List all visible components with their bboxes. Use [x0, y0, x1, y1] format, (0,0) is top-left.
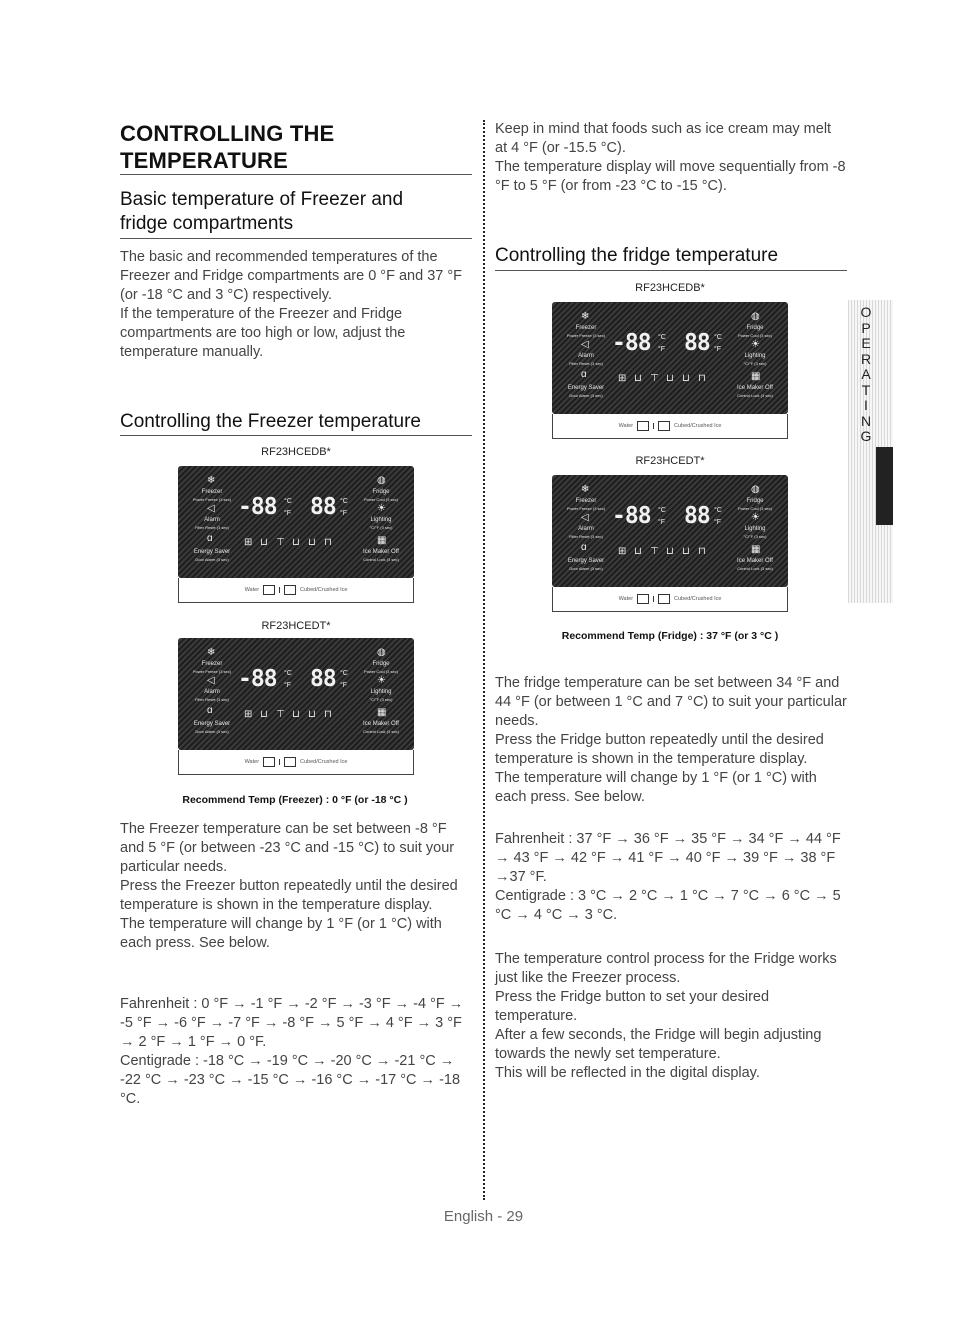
freezer-heading-text: Controlling the Freezer temperature [120, 411, 421, 432]
page-title [120, 120, 472, 174]
title-rule [120, 174, 472, 175]
fridge-paragraph: The temperature will change by 1 °F (or 1 °C) with each press. See below. [495, 770, 817, 805]
speaker-icon: ◁ [207, 675, 215, 686]
light-icon: ☀ [377, 503, 386, 514]
basic-temperature-heading-text: Basic temperature of Freezer and fridge compartments [120, 189, 404, 234]
ice-maker-icon: ▦ [377, 535, 387, 546]
alarm-button-label: Alarm [578, 526, 594, 532]
freezer-paragraph: Press the Freezer button repeatedly until the desired temperature is shown in the temperature display. [120, 878, 458, 913]
energy-saver-label: Energy Saver [193, 721, 231, 727]
column-divider [483, 120, 485, 1200]
ice-maker-off-sublabel: Control Lock (3 sec) [737, 393, 773, 398]
lighting-button-label: Lighting [370, 517, 392, 523]
filter-icon: ⊤ [650, 373, 659, 384]
fridge-button-sublabel: Power Cool (3 sec) [737, 506, 772, 511]
fridge-icon: ◍ [377, 475, 386, 486]
fridge-button-sublabel: Power Cool (3 sec) [363, 669, 398, 674]
fahrenheit-unit: °F [658, 346, 666, 353]
celsius-unit: °C [658, 334, 666, 341]
separator-icon [653, 596, 654, 602]
crushed-icon: ⊔ [308, 537, 316, 548]
fridge-button-label: Fridge [372, 489, 390, 495]
ice-water-icon: ⊞ [244, 709, 253, 720]
side-tab-letter: E [861, 335, 871, 351]
page-footer: English - 29 [443, 1208, 524, 1225]
freezer-button-sublabel: Power Freeze (3 sec) [192, 669, 232, 674]
fridge-temp-digits: 88 [684, 330, 710, 356]
side-tab-letter: N [860, 412, 872, 429]
water-label: Water [244, 587, 260, 593]
freezer-sequence [120, 995, 472, 1109]
cubed-icon: ⊔ [666, 546, 674, 557]
dispenser-strip [178, 750, 414, 775]
celsius-unit: °C [340, 498, 348, 505]
freezer-button-sublabel: Power Freeze (3 sec) [192, 497, 232, 502]
water-icon: ⊔ [260, 537, 268, 548]
cubed-icon: ⊔ [292, 537, 300, 548]
side-tab-letter: O [860, 304, 872, 320]
fridge-temp-digits: 88 [684, 503, 710, 529]
celsius-unit: °C [714, 334, 722, 341]
leaf-icon: ɑ [581, 369, 587, 380]
speaker-icon: ◁ [581, 512, 589, 523]
display-screen [178, 638, 414, 750]
freezer-paragraph: The Freezer temperature can be set between -8 °F and 5 °F (or between -23 °C and -15 °C) to suit your particular needs. [120, 821, 455, 875]
ice-maker-off-sublabel: Control Lock (3 sec) [363, 557, 399, 562]
freezer-temp-digits: -88 [612, 503, 651, 529]
control-panel-rf23hcedb-freezer [178, 466, 414, 603]
fahrenheit-unit: °F [284, 682, 292, 689]
freezer-button-sublabel: Power Freeze (3 sec) [566, 506, 606, 511]
celsius-unit: °C [658, 507, 666, 514]
freezer-temp-digits: -88 [238, 666, 277, 692]
side-tab-letter: T [861, 381, 871, 398]
freezer-paragraph: The temperature will change by 1 °F (or 1 °C) with each press. See below. [120, 916, 442, 951]
lock-icon: ⊓ [698, 546, 706, 557]
alarm-button-sublabel: Filter Reset (3 sec) [195, 525, 229, 530]
freezer-heading [120, 410, 472, 434]
crushed-icon: ⊔ [308, 709, 316, 720]
ice-water-icon: ⊞ [618, 546, 627, 557]
fridge-button-sublabel: Power Cool (3 sec) [737, 333, 772, 338]
side-tab-letter: R [860, 350, 872, 367]
intro-paragraph: The temperature display will move sequentially from -8 °F to 5 °F (or from -23 °C to -15 °C). [495, 159, 846, 194]
ice-button[interactable] [658, 594, 670, 604]
filter-icon: ⊤ [276, 709, 285, 720]
fridge-button-label: Fridge [746, 498, 764, 504]
light-icon: ☀ [751, 512, 760, 523]
fridge-temp-digits: 88 [310, 666, 336, 692]
ice-maker-off-label: Ice Maker Off [737, 385, 773, 391]
process-paragraph: This will be reflected in the digital display. [495, 1065, 760, 1081]
dispenser-strip [552, 587, 788, 612]
ice-maker-icon: ▦ [751, 371, 761, 382]
water-button[interactable] [637, 421, 649, 431]
crushed-icon: ⊔ [682, 546, 690, 557]
display-screen [552, 302, 788, 414]
fahrenheit-unit: °F [658, 519, 666, 526]
alarm-button-label: Alarm [204, 689, 220, 695]
ice-maker-off-label: Ice Maker Off [363, 549, 399, 555]
model-label: RF23HCEDB* [261, 446, 331, 458]
water-icon: ⊔ [260, 709, 268, 720]
fridge-paragraph: Press the Fridge button repeatedly until the desired temperature is shown in the temperature display. [495, 732, 824, 767]
water-icon: ⊔ [634, 546, 642, 557]
fridge-icon: ◍ [751, 311, 760, 322]
intro-paragraph: Keep in mind that foods such as ice cream may melt at 4 °F (or -15.5 °C). [495, 121, 832, 156]
lighting-button-label: Lighting [744, 526, 766, 532]
fridge-temp-digits: 88 [310, 494, 336, 520]
filter-icon: ⊤ [276, 537, 285, 548]
water-label: Water [618, 596, 634, 602]
energy-saver-sublabel: Door Alarm (3 sec) [195, 557, 229, 562]
water-button[interactable] [263, 757, 275, 767]
freezer-recommend-caption: Recommend Temp (Freezer) : 0 °F (or -18 °C ) [182, 794, 408, 806]
side-tab-letter: G [860, 428, 872, 444]
separator-icon [279, 759, 280, 765]
lighting-button-sublabel: °C/°F (3 sec) [743, 534, 767, 539]
fahrenheit-unit: °F [284, 510, 292, 517]
lock-icon: ⊓ [324, 709, 332, 720]
basic-heading-rule [120, 238, 472, 239]
side-tab-letter: P [861, 319, 871, 336]
lock-icon: ⊓ [324, 537, 332, 548]
separator-icon [279, 587, 280, 593]
side-tab-label [856, 305, 876, 445]
filter-icon: ⊤ [650, 546, 659, 557]
freezer-button-label: Freezer [575, 498, 597, 504]
process-paragraph: The temperature control process for the Fridge works just like the Freezer process. [495, 951, 837, 986]
ice-button[interactable] [658, 421, 670, 431]
energy-saver-label: Energy Saver [567, 558, 605, 564]
control-panel-rf23hcedb-fridge [552, 302, 788, 439]
ice-label: Cubed/Crushed Ice [300, 759, 348, 765]
fridge-sequence [495, 830, 847, 925]
water-label: Water [618, 423, 634, 429]
water-button[interactable] [637, 594, 649, 604]
fridge-button-sublabel: Power Cool (3 sec) [363, 497, 398, 502]
ice-water-icon: ⊞ [618, 373, 627, 384]
celsius-unit: °C [340, 670, 348, 677]
dispenser-strip [552, 414, 788, 439]
fridge-centigrade-sequence: Centigrade : 3 °C → 2 °C → 1 °C → 7 °C → 6 °C → 5 °C → 4 °C → 3 °C. [495, 888, 841, 923]
process-paragraph: After a few seconds, the Fridge will begin adjusting towards the newly set temperature. [495, 1027, 822, 1062]
basic-paragraph: If the temperature of the Freezer and Fridge compartments are too high or low, adjust the temperature manually. [120, 306, 406, 360]
speaker-icon: ◁ [207, 503, 215, 514]
leaf-icon: ɑ [207, 705, 213, 716]
fridge-recommend-caption: Recommend Temp (Fridge) : 37 °F (or 3 °C ) [561, 630, 779, 642]
energy-saver-label: Energy Saver [567, 385, 605, 391]
fahrenheit-unit: °F [340, 682, 348, 689]
separator-icon [653, 423, 654, 429]
fahrenheit-unit: °F [340, 510, 348, 517]
celsius-unit: °C [714, 507, 722, 514]
fridge-text [495, 674, 847, 807]
ice-maker-off-sublabel: Control Lock (3 sec) [737, 566, 773, 571]
ice-label: Cubed/Crushed Ice [300, 587, 348, 593]
water-icon: ⊔ [634, 373, 642, 384]
fridge-heading [495, 244, 847, 268]
fridge-icon: ◍ [751, 484, 760, 495]
ice-label: Cubed/Crushed Ice [674, 423, 722, 429]
display-screen [178, 466, 414, 578]
celsius-unit: °C [284, 670, 292, 677]
model-label: RF23HCEDB* [635, 282, 705, 294]
ice-maker-off-label: Ice Maker Off [737, 558, 773, 564]
ice-button[interactable] [284, 585, 296, 595]
control-panel-rf23hcedt-fridge [552, 475, 788, 612]
ice-maker-off-sublabel: Control Lock (3 sec) [363, 729, 399, 734]
freezer-icon: ❄ [581, 311, 590, 322]
freezer-fahrenheit-sequence: Fahrenheit : 0 °F → -1 °F → -2 °F → -3 °F → -4 °F → -5 °F → -6 °F → -7 °F → -8 °F → 5 °F → 4 °F → 3 °F → 2 °F → 1 °F → 0 °F. [120, 996, 464, 1050]
lock-icon: ⊓ [698, 373, 706, 384]
page-title-text: CONTROLLING THE TEMPERATURE [120, 121, 335, 173]
basic-temperature-heading [120, 188, 472, 236]
fahrenheit-unit: °F [714, 346, 722, 353]
light-icon: ☀ [751, 339, 760, 350]
freezer-icon: ❄ [207, 647, 216, 658]
crushed-icon: ⊔ [682, 373, 690, 384]
freezer-text [120, 820, 472, 953]
water-button[interactable] [263, 585, 275, 595]
alarm-button-label: Alarm [204, 517, 220, 523]
cubed-icon: ⊔ [666, 373, 674, 384]
freezer-centigrade-sequence: Centigrade : -18 °C → -19 °C → -20 °C → -21 °C → -22 °C → -23 °C → -15 °C → -16 °C → -17 °C → -18 °C. [120, 1053, 461, 1107]
lighting-button-label: Lighting [744, 353, 766, 359]
freezer-icon: ❄ [581, 484, 590, 495]
leaf-icon: ɑ [581, 542, 587, 553]
ice-label: Cubed/Crushed Ice [674, 596, 722, 602]
alarm-button-label: Alarm [578, 353, 594, 359]
ice-maker-off-label: Ice Maker Off [363, 721, 399, 727]
fahrenheit-unit: °F [714, 519, 722, 526]
freezer-button-sublabel: Power Freeze (3 sec) [566, 333, 606, 338]
fridge-process-text [495, 950, 847, 1083]
fridge-button-label: Fridge [746, 325, 764, 331]
fridge-button-label: Fridge [372, 661, 390, 667]
freezer-button-label: Freezer [201, 661, 223, 667]
basic-temperature-text [120, 248, 470, 362]
energy-saver-sublabel: Door Alarm (3 sec) [195, 729, 229, 734]
water-label: Water [244, 759, 260, 765]
freezer-temp-digits: -88 [612, 330, 651, 356]
side-tab-letter: I [864, 397, 868, 413]
fridge-icon: ◍ [377, 647, 386, 658]
freezer-icon: ❄ [207, 475, 216, 486]
freezer-button-label: Freezer [575, 325, 597, 331]
celsius-unit: °C [284, 498, 292, 505]
ice-button[interactable] [284, 757, 296, 767]
lighting-button-label: Lighting [370, 689, 392, 695]
ice-maker-icon: ▦ [751, 544, 761, 555]
fridge-heading-text: Controlling the fridge temperature [495, 245, 779, 266]
intro-text [495, 120, 847, 196]
basic-paragraph: The basic and recommended temperatures of the Freezer and Fridge compartments are 0 °F and 37 °F (or -18 °C and 3 °C) respectively. [120, 249, 463, 303]
model-label: RF23HCEDT* [261, 620, 331, 632]
speaker-icon: ◁ [581, 339, 589, 350]
leaf-icon: ɑ [207, 533, 213, 544]
ice-maker-icon: ▦ [377, 707, 387, 718]
side-tab-marker [876, 447, 893, 525]
lighting-button-sublabel: °C/°F (3 sec) [369, 697, 393, 702]
side-tab-letter: A [861, 366, 871, 382]
section-side-tab [848, 300, 893, 603]
fridge-fahrenheit-sequence: Fahrenheit : 37 °F → 36 °F → 35 °F → 34 °F → 44 °F → 43 °F → 42 °F → 41 °F → 40 °F → 39 °F → 38 °F →37 °F. [495, 831, 841, 885]
alarm-button-sublabel: Filter Reset (3 sec) [195, 697, 229, 702]
process-paragraph: Press the Fridge button to set your desired temperature. [495, 989, 770, 1024]
lighting-button-sublabel: °C/°F (3 sec) [369, 525, 393, 530]
alarm-button-sublabel: Filter Reset (3 sec) [569, 534, 603, 539]
cubed-icon: ⊔ [292, 709, 300, 720]
freezer-temp-digits: -88 [238, 494, 277, 520]
alarm-button-sublabel: Filter Reset (3 sec) [569, 361, 603, 366]
display-screen [552, 475, 788, 587]
light-icon: ☀ [377, 675, 386, 686]
fridge-paragraph: The fridge temperature can be set between 34 °F and 44 °F (or between 1 °C and 7 °C) to suit your particular needs. [495, 675, 847, 729]
freezer-heading-rule [120, 435, 472, 436]
lighting-button-sublabel: °C/°F (3 sec) [743, 361, 767, 366]
control-panel-rf23hcedt-freezer [178, 638, 414, 775]
energy-saver-sublabel: Door Alarm (3 sec) [569, 393, 603, 398]
fridge-heading-rule [495, 270, 847, 271]
dispenser-strip [178, 578, 414, 603]
energy-saver-sublabel: Door Alarm (3 sec) [569, 566, 603, 571]
model-label: RF23HCEDT* [635, 455, 705, 467]
ice-water-icon: ⊞ [244, 537, 253, 548]
freezer-button-label: Freezer [201, 489, 223, 495]
energy-saver-label: Energy Saver [193, 549, 231, 555]
